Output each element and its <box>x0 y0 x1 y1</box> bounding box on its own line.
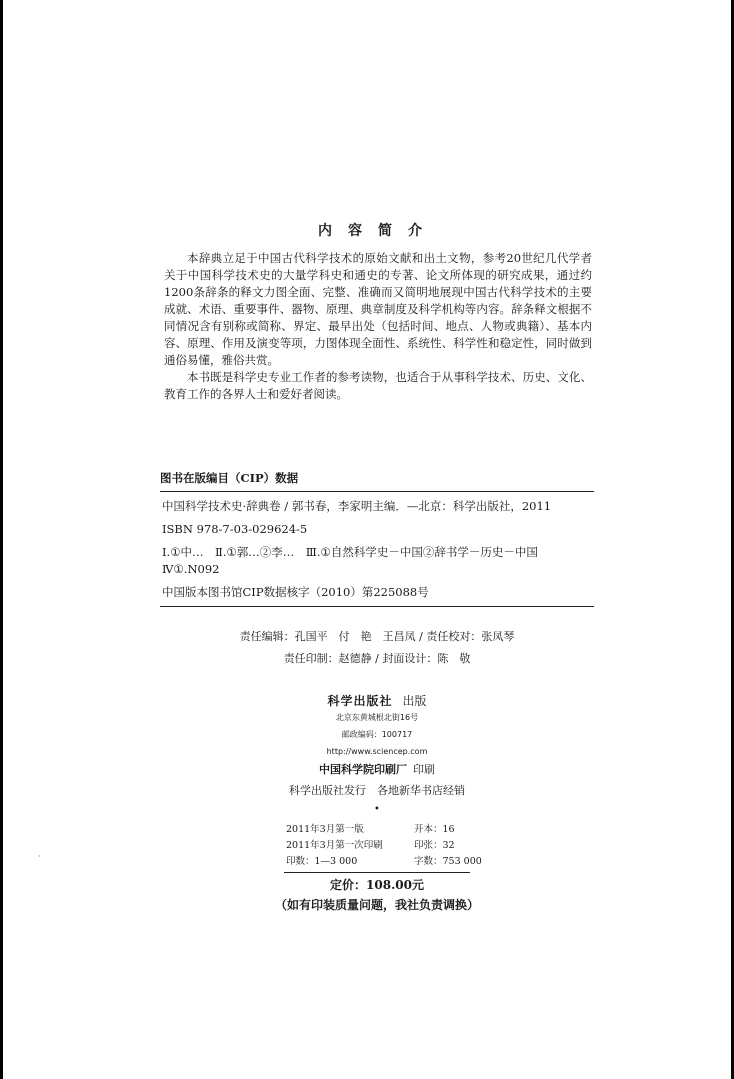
editors-credits <box>160 626 594 670</box>
publisher-postcode: 邮政编码：100717 <box>341 730 413 739</box>
summary-paragraph-2: 本书既是科学史专业工作者的参考读物，也适合于从事科学技术、历史、文化、教育工作的各界人士和爱好者阅读。 <box>164 370 592 401</box>
spec-edition: 2011年3月第一版 <box>286 824 364 835</box>
editors-line-2: 责任印制：赵德静 / 封面设计：陈 敬 <box>283 652 471 665</box>
spec-sheets: 印张：32 <box>414 840 455 851</box>
publisher-info <box>160 692 594 818</box>
spec-row <box>286 822 482 838</box>
printer-name: 中国科学院印刷厂 <box>319 763 407 776</box>
publisher-action: 出版 <box>402 694 427 708</box>
edition-specs <box>286 822 482 870</box>
cip-isbn: ISBN 978-7-03-029624-5 <box>162 522 308 536</box>
cip-classification: Ⅰ.①中… Ⅱ.①郭…②李… Ⅲ.①自然科学史－中国②辞书学－历史－中国 Ⅳ①.N092 <box>162 545 550 576</box>
separator-bullet: • <box>374 804 380 815</box>
page-edge-left <box>0 0 3 1079</box>
cip-title: 图书在版编目（CIP）数据 <box>160 470 594 492</box>
price: 定价：108.00元 <box>330 878 424 892</box>
publisher-name-line <box>160 692 594 709</box>
spec-printing: 2011年3月第一次印刷 <box>286 840 383 851</box>
spec-row <box>286 838 482 854</box>
cip-record: 中国科学技术史·辞典卷 / 郭书春，李家明主编．—北京：科学出版社，2011 <box>162 499 552 513</box>
stray-mark: · <box>38 852 41 861</box>
publisher-address: 北京东黄城根北街16号 <box>335 713 419 722</box>
printer-action: 印刷 <box>413 763 435 776</box>
spec-format: 开本：16 <box>414 824 455 835</box>
distribution-line: 科学出版社发行 各地新华书店经销 <box>289 784 465 797</box>
printer-line <box>160 760 594 780</box>
content-summary <box>164 220 592 403</box>
cip-number: 中国版本图书馆CIP数据核字（2010）第225088号 <box>162 585 429 599</box>
spec-word-count: 字数：753 000 <box>414 856 482 867</box>
spec-row <box>286 854 482 870</box>
editors-line-1: 责任编辑：孔国平 付 艳 王昌凤 / 责任校对：张凤琴 <box>239 630 515 643</box>
cip-record-block <box>160 492 594 607</box>
spec-print-run: 印数：1—3 000 <box>286 856 358 867</box>
quality-notice: （如有印装质量问题，我社负责调换） <box>274 898 479 912</box>
publisher-name: 科学出版社 <box>327 694 393 708</box>
cip-data-block <box>160 470 594 607</box>
summary-paragraph-1: 本辞典立足于中国古代科学技术的原始文献和出土文物，参考20世纪几代学者关于中国科学技术史的大量学科史和通史的专著、论文所体现的研究成果，通过约1200条辞条的释文力图全面、完整、准确而又简明地展现中国古代科学技术的主要成就、术语、重要事件、器物、原理、典章制度及科学机构等内容。辞条释文根据不同情况含有别称或简称、界定、最早出处（包括时间、地点、人物或典籍）、基本内容、原理、作用及演变等项，力图体现全面性、系统性、科学性和稳定性，同时做到通俗易懂，雅俗共赏。 <box>164 251 592 367</box>
specs-divider <box>284 872 470 873</box>
summary-title: 内容简介 <box>318 223 438 239</box>
publisher-website: http://www.sciencep.com <box>326 747 428 756</box>
